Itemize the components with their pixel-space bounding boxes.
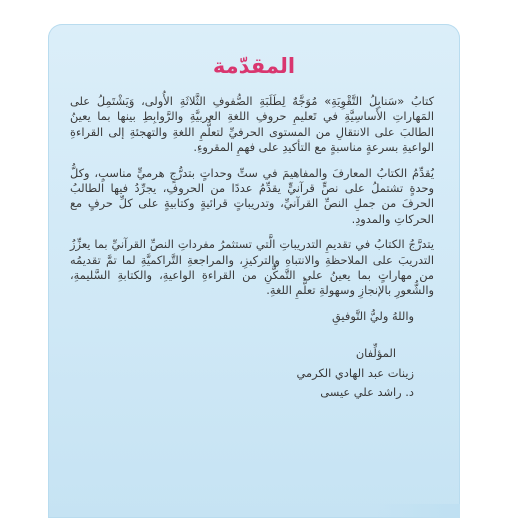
paragraph-3: يتدرَّجُ الكتابُ في تقديمِ التدريباتِ الَّتي تستثمرُ مفرداتِ النصِّ القرآنيِّ بما يعزِّزُ التدريبَ على الملاحظةِ والانتباهِ والتركيزِ، والمراجعةِ التَّراكميَّةِ لما تمَّ تقديمُه من مهاراتٍ بما يعينُ على التَّمكُّنِ من القراءةِ الواعيةِ، والكتابةِ السَّليمةِ، والشُّعورِ بالإنجازِ وسهولةِ تعلُّمِ اللغةِ. <box>70 237 434 298</box>
paragraph-1: كتابُ «سَنابِلُ التَّقْوِيَةِ» مُوَجَّهٌ لِطَلَبَةِ الصُّفوفِ الثَّلاثَةِ الأُولى، وَيَشْتَمِلُ على المَهاراتِ الأَساسِيَّةِ في تَعليمِ حروفِ اللغةِ العربيَّةِ والرَّوابِطِ بينها بما يعينُ الطالبَ على الانتقالِ من المستوى الحرفيِّ لتعلُّمِ اللغةِ والتهجئةِ إلى القراءةِ الواعيةِ بسرعةٍ مناسبةٍ مع التأكيدِ على فهمِ المقروءِ. <box>70 94 434 155</box>
authors-title: المؤلِّفان <box>355 346 396 361</box>
corner-shade <box>370 504 460 518</box>
authors-block <box>70 346 414 400</box>
closing-line: واللهُ وليُّ التَّوفيقِ <box>331 308 414 323</box>
paragraph-2: يُقدِّمُ الكتابُ المعارفَ والمفاهيمَ في ستِّ وحداتٍ بتدرُّجٍ هرميٍّ مناسبٍ، وكلُّ وحدةٍ تشتملُ على نصٍّ قرآنيٍّ يقدِّمُ عددًا من الحروفِ، يجرِّدُ فيها الطالبُ الحرفَ من جملِ النصِّ القرآنيِّ، وتدريباتٍ قرائيةٍ وكتابيةٍ على كلِّ حرفٍ مع الحركاتِ والمدودِ. <box>70 165 434 226</box>
author-2: د. راشد علي عيسى <box>320 385 414 400</box>
page-title: المقدّمة <box>212 54 296 78</box>
document-body <box>70 94 434 405</box>
author-1: زينات عبد الهادي الكرمي <box>296 365 414 380</box>
document-panel <box>48 24 460 518</box>
